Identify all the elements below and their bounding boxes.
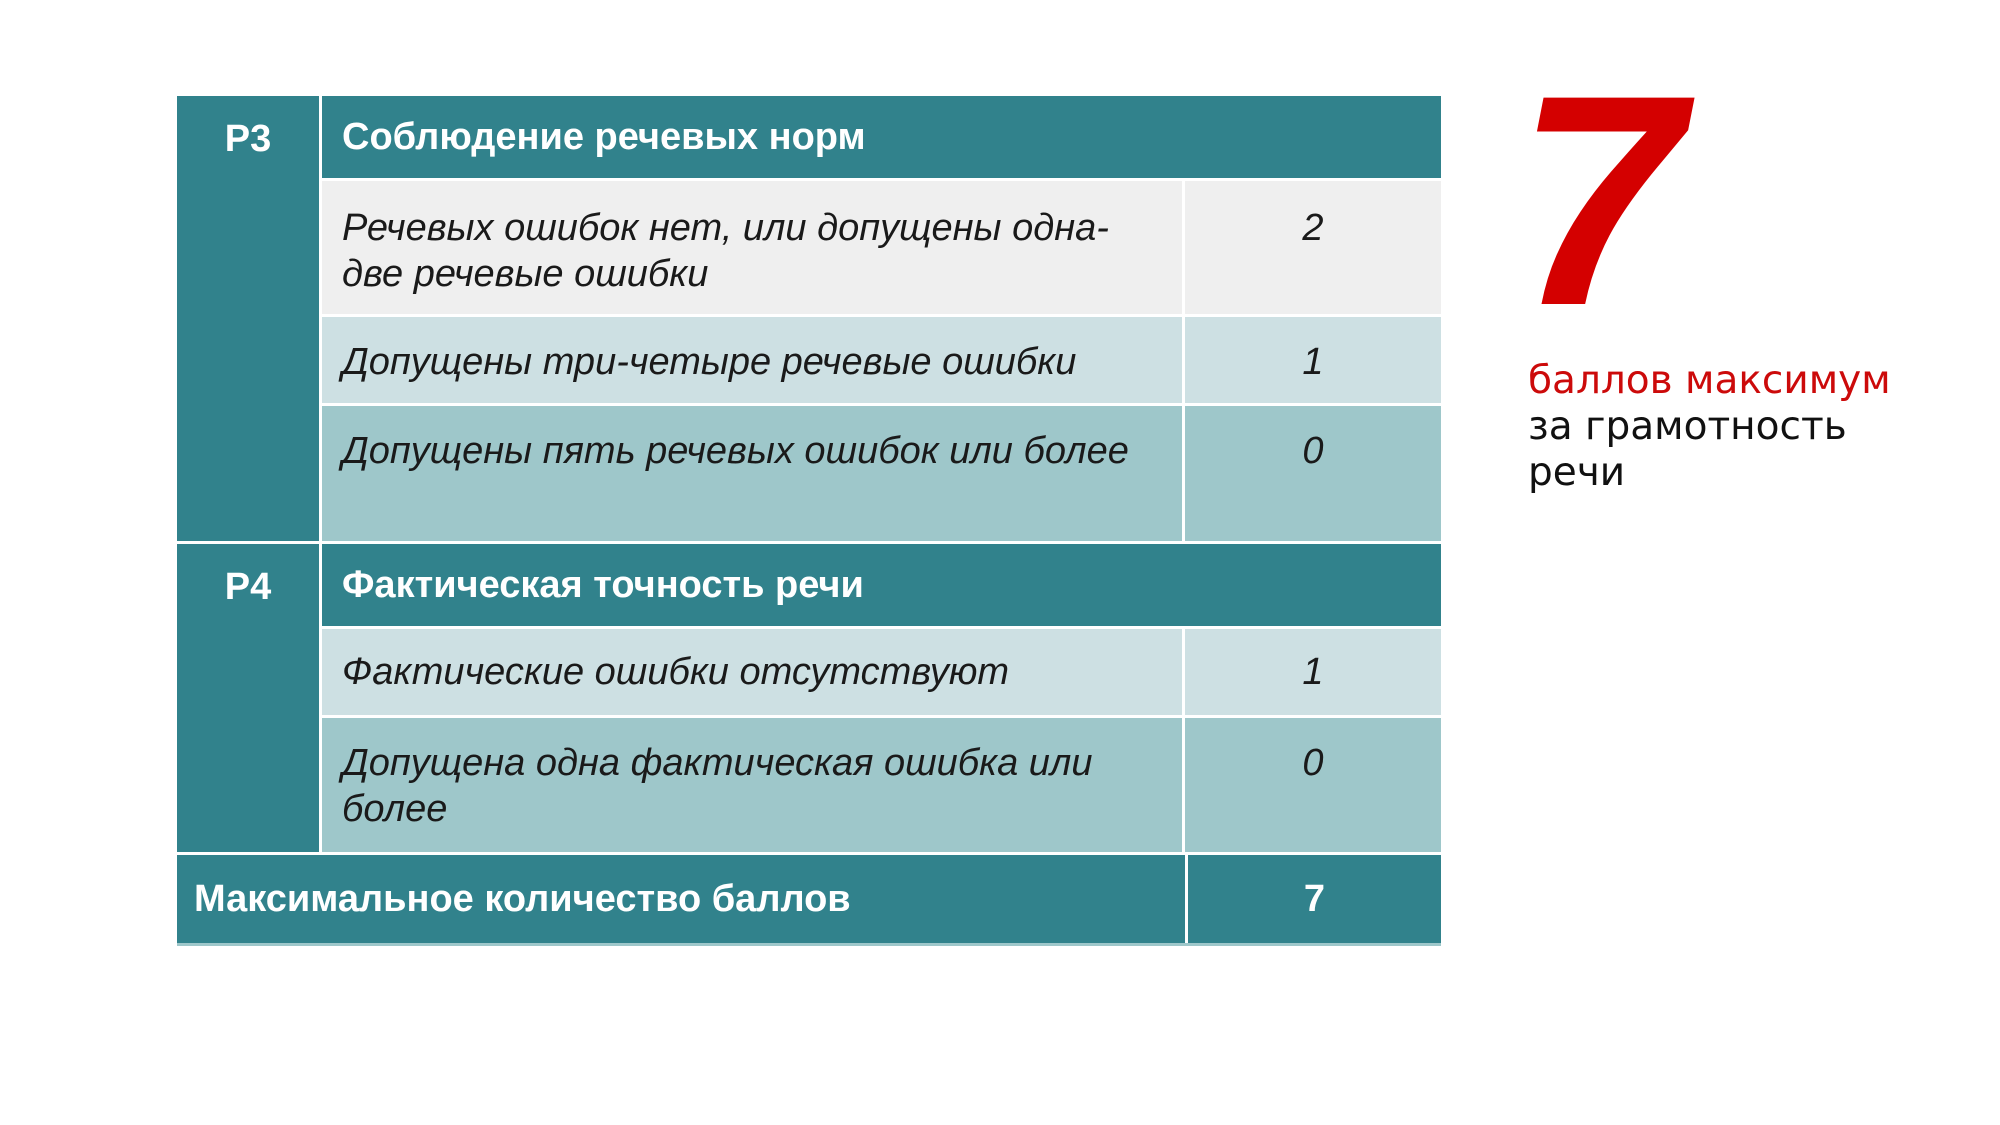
criterion-description: Допущены три-четыре речевые ошибки: [322, 317, 1185, 403]
total-label: Максимальное количество баллов: [177, 855, 1188, 943]
criteria-group-r3: [177, 96, 1441, 544]
criterion-description: Допущены пять речевых ошибок или более: [322, 406, 1185, 541]
criterion-code: Р4: [177, 544, 322, 852]
total-row: [177, 855, 1441, 946]
summary-caption-line2: за грамотность: [1528, 404, 1847, 449]
table-row: [322, 181, 1441, 317]
criterion-description: Фактические ошибки отсутствуют: [322, 629, 1185, 715]
criterion-score: 1: [1302, 341, 1324, 383]
table-row: [322, 629, 1441, 718]
criterion-body: [322, 96, 1441, 541]
criterion-code: Р3: [177, 96, 322, 541]
criterion-score: 1: [1302, 651, 1324, 693]
table-row: [322, 317, 1441, 406]
criterion-description: Речевых ошибок нет, или допущены одна-две речевые ошибки: [322, 181, 1185, 314]
criteria-table: [177, 96, 1441, 946]
criterion-title: Соблюдение речевых норм: [322, 96, 1441, 181]
table-row: [322, 406, 1441, 541]
max-score-number: 7: [1516, 32, 1683, 368]
summary-panel: [1516, 32, 1968, 496]
criterion-title: Фактическая точность речи: [322, 544, 1441, 629]
table-row: [322, 718, 1441, 852]
total-value: 7: [1188, 855, 1441, 943]
criteria-group-r4: [177, 544, 1441, 855]
criterion-description: Допущена одна фактическая ошибка или более: [322, 718, 1185, 852]
criterion-score: 2: [1302, 207, 1324, 249]
criterion-score: 0: [1302, 742, 1324, 784]
criterion-body: [322, 544, 1441, 852]
summary-caption-highlight: баллов максимум: [1528, 358, 1891, 403]
summary-caption-line3: речи: [1528, 450, 1626, 495]
criterion-score: 0: [1302, 430, 1324, 472]
